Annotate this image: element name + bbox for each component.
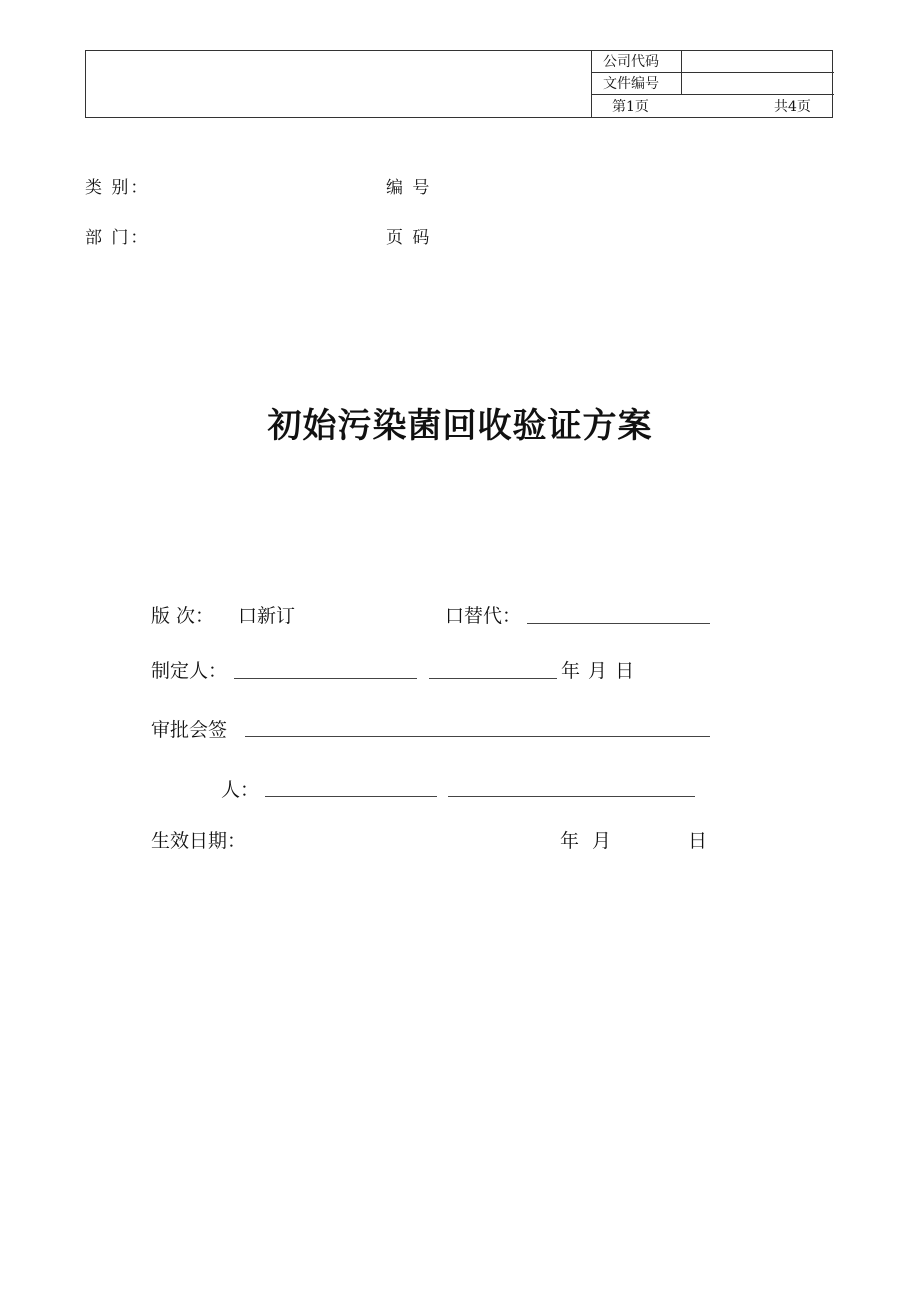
effective-month: 月	[592, 830, 612, 852]
file-number-row	[592, 73, 834, 95]
file-number-label: 文件编号	[603, 76, 659, 92]
document-header	[85, 50, 833, 118]
author-date-blank	[429, 678, 557, 679]
effective-year: 年	[560, 830, 580, 852]
department-label: 部 门：	[85, 228, 150, 248]
document-title: 初始污染菌回收验证方案	[267, 406, 653, 446]
company-code-label: 公司代码	[603, 54, 659, 70]
page-code-label: 页 码	[386, 228, 432, 248]
page-number: 第1页	[612, 99, 649, 115]
replace-option: 口替代：	[445, 605, 522, 627]
effective-date-label: 生效日期：	[151, 830, 247, 852]
company-code-row	[592, 51, 834, 73]
author-date-suffix: 年 月 日	[561, 660, 635, 682]
approval-person-label: 人：	[221, 779, 260, 801]
author-label: 制定人：	[151, 660, 228, 682]
effective-day: 日	[688, 830, 708, 852]
new-revision-option: 口新订	[238, 605, 296, 627]
approval-person-blank-2	[448, 796, 695, 797]
page-total: 共4页	[774, 99, 811, 115]
version-label: 版 次：	[151, 605, 215, 627]
category-label: 类 别：	[85, 178, 150, 198]
page-row	[592, 95, 834, 118]
number-label: 编 号	[386, 178, 432, 198]
replace-blank	[527, 623, 710, 624]
author-blank	[234, 678, 417, 679]
approval-label: 审批会签	[151, 719, 228, 741]
approval-person-blank-1	[265, 796, 437, 797]
approval-blank	[245, 736, 710, 737]
company-code-value	[681, 51, 834, 72]
file-number-value	[681, 73, 834, 94]
header-info-table	[591, 51, 833, 118]
